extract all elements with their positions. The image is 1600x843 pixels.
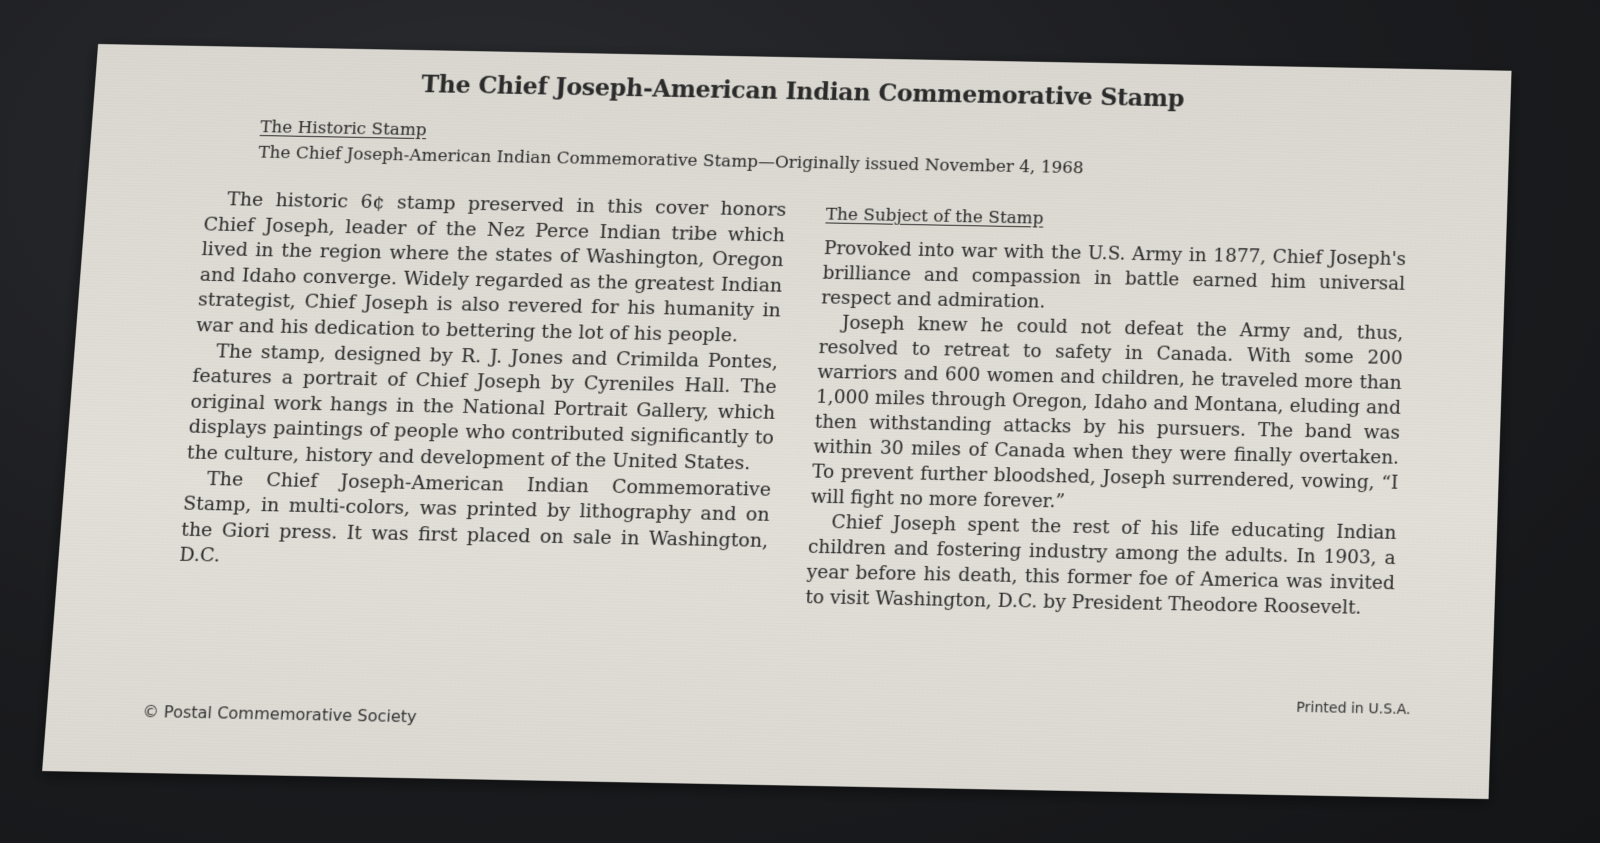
- paragraph: Provoked into war with the U.S. Army in 1877, Chief Joseph's brilliance and compassion in battle earned him universal respect and admiration.: [820, 238, 1407, 313]
- paragraph: The stamp, designed by R. J. Jones and Crimilda Pontes, features a portrait of Chief Joseph by Cyreniles Hall. The original work hangs in the National Portrait Gallery, which displays paintings of people who contributed significantly to the culture, history and development of the United States.: [186, 339, 779, 475]
- historic-stamp-heading: The Historic Stamp: [259, 117, 428, 141]
- issue-line: The Chief Joseph-American Indian Commemorative Stamp—Originally issued November 4, 1968: [257, 142, 1085, 179]
- paragraph: The historic 6¢ stamp preserved in this cover honors Chief Joseph, leader of the Nez Perce Indian tribe which lived in the region where the states of Washington, Oregon and Idaho converge. Widely regarded as the greatest Indian strategist, Chief Joseph is also revered for his humanity in war and his dedication to bettering the lot of his people.: [195, 188, 787, 347]
- copyright-notice: © Postal Commemorative Society: [141, 701, 418, 727]
- paragraph: Joseph knew he could not defeat the Army and, thus, resolved to retreat to safety in Canada. With some 200 warriors and 600 women and children, he traveled more than 1,000 miles through Oregon, Idaho and Montana, eluding and then withstanding attacks by his pursuers. The band was within 30 miles of Canada when they were finally overtaken. To prevent further bloodshed, Joseph surrendered, vowing, “I will fight no more forever.”: [810, 312, 1404, 513]
- historic-stamp-text: [178, 187, 787, 580]
- commemorative-card: [42, 44, 1511, 799]
- subject-heading: The Subject of the Stamp: [825, 204, 1044, 229]
- card-title: The Chief Joseph-American Indian Commemorative Stamp: [420, 69, 1185, 113]
- subject-text: [805, 236, 1407, 621]
- paragraph: Chief Joseph spent the rest of his life educating Indian children and fostering industry among the adults. In 1903, a year before his death, this former foe of America was invited to visit Washington, D.C. by President Theodore Roosevelt.: [804, 511, 1397, 619]
- paragraph: The Chief Joseph-American Indian Commemorative Stamp, in multi-colors, was printed by lithography and on the Giori press. It was first placed on sale in Washington, D.C.: [178, 467, 772, 567]
- printed-in-notice: Printed in U.S.A.: [1295, 699, 1411, 719]
